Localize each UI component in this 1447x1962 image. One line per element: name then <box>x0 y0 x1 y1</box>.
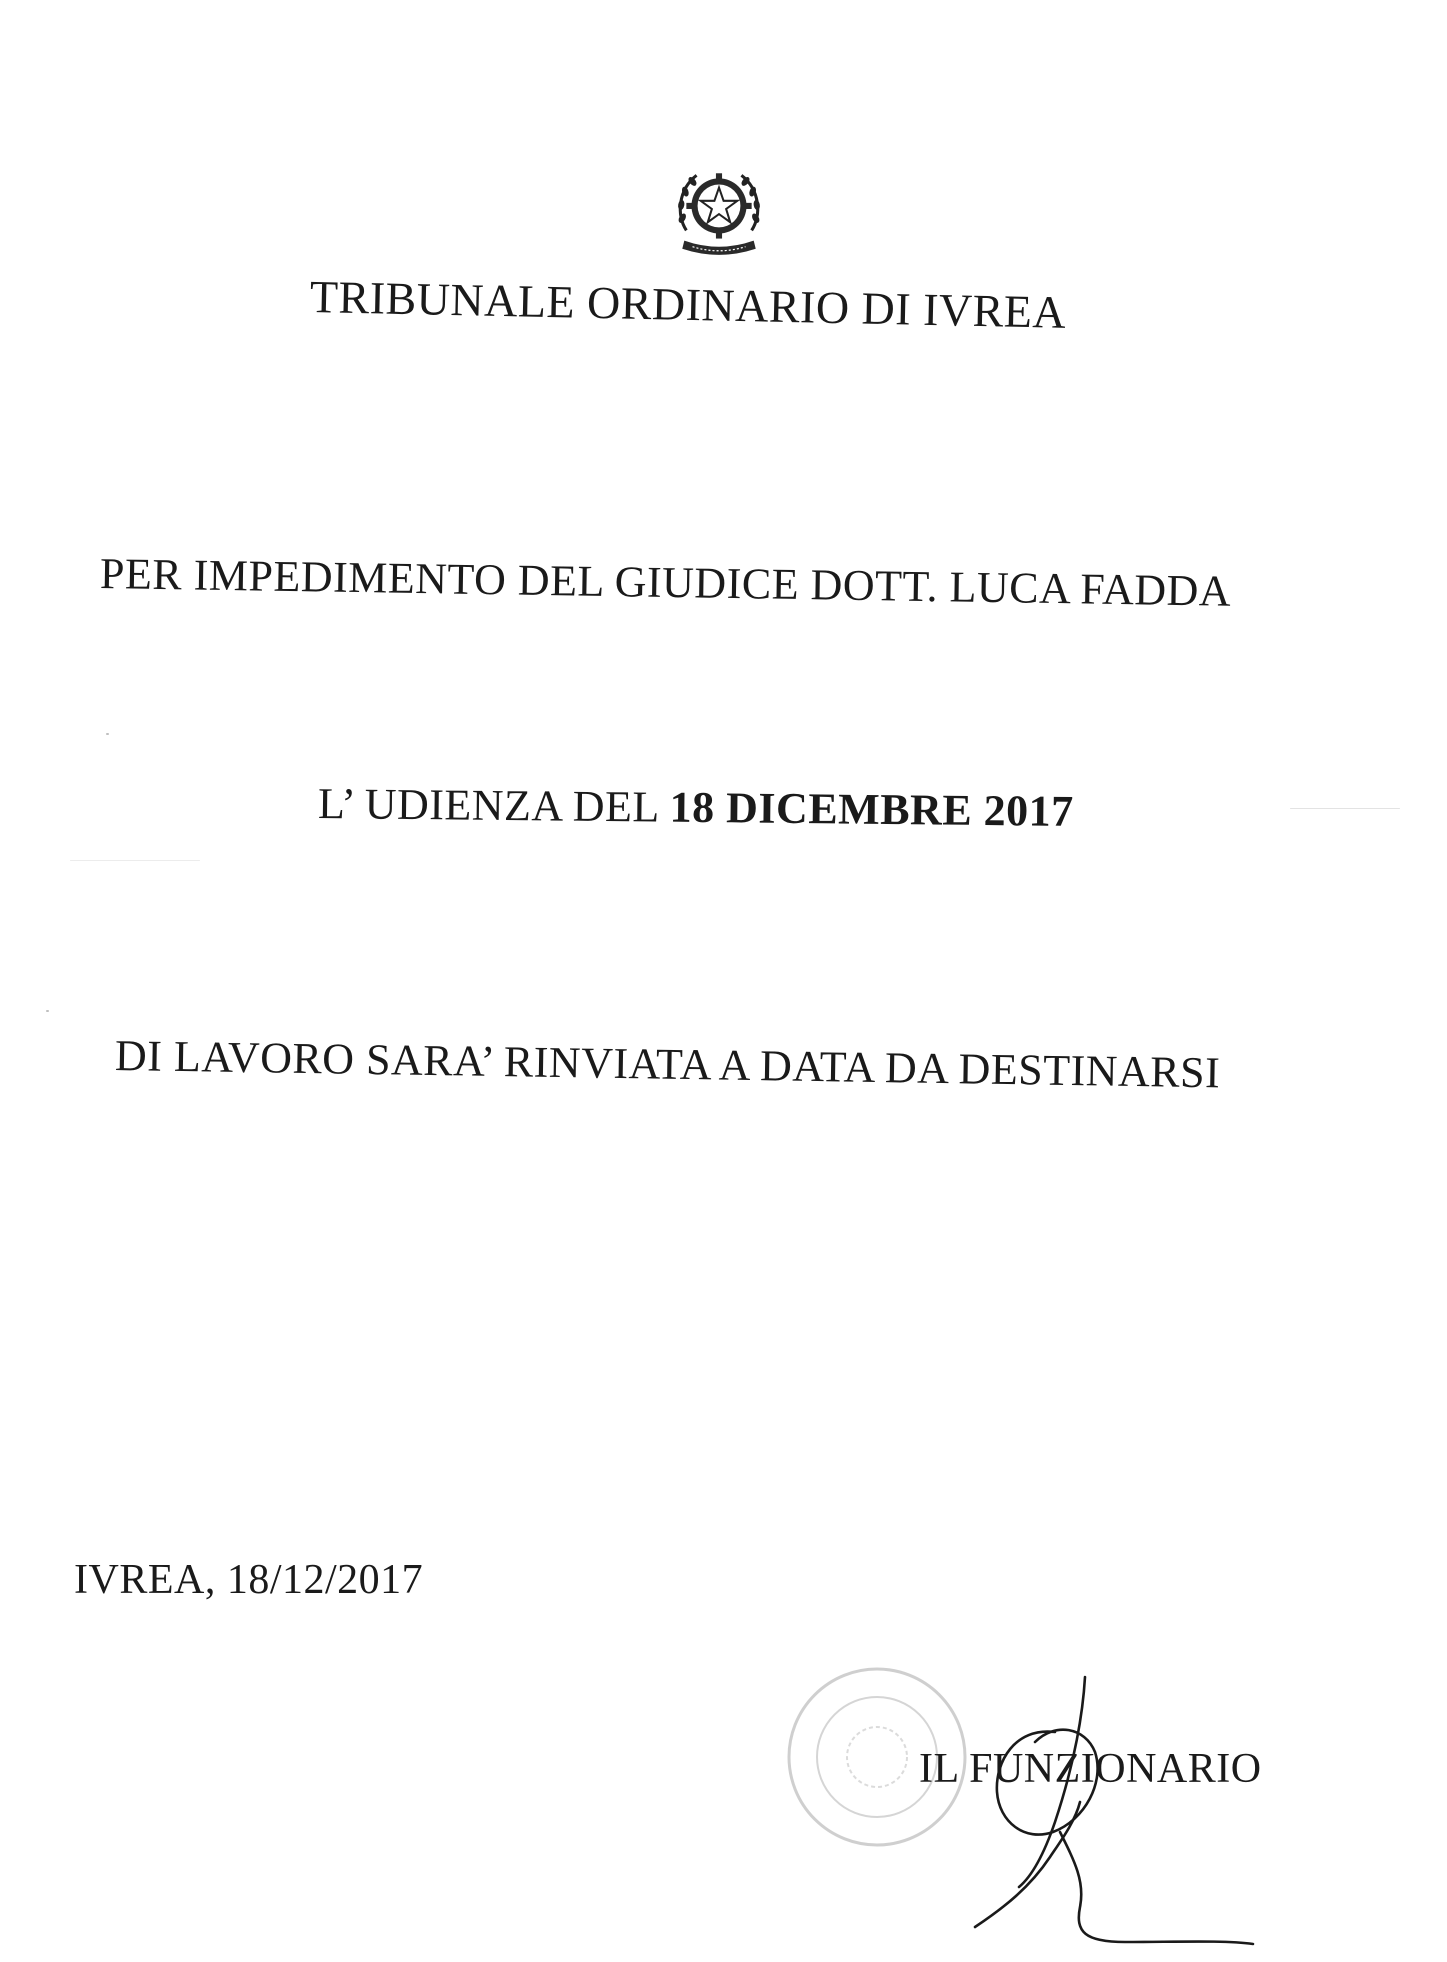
scan-speck <box>70 860 200 861</box>
signer-title: IL FUNZIONARIO <box>919 1746 1262 1792</box>
scan-speck <box>1290 808 1400 809</box>
place-and-date: IVREA, 18/12/2017 <box>74 1557 424 1603</box>
notice-line-hearing <box>318 778 1074 837</box>
handwritten-signature-icon <box>935 1672 1265 1962</box>
court-name-heading: TRIBUNALE ORDINARIO DI IVREA <box>309 271 1067 338</box>
scan-speck <box>46 1010 49 1012</box>
hearing-date: 18 DICEMBRE 2017 <box>669 782 1074 836</box>
notice-line-judge: PER IMPEDIMENTO DEL GIUDICE DOTT. LUCA FADDA <box>99 549 1232 616</box>
notice-line-postponement: DI LAVORO SARA’ RINVIATA A DATA DA DESTINARSI <box>114 1031 1221 1098</box>
repubblica-italiana-emblem-icon <box>668 158 770 262</box>
scan-speck <box>106 733 109 735</box>
hearing-label: L’ UDIENZA DEL <box>317 779 670 832</box>
